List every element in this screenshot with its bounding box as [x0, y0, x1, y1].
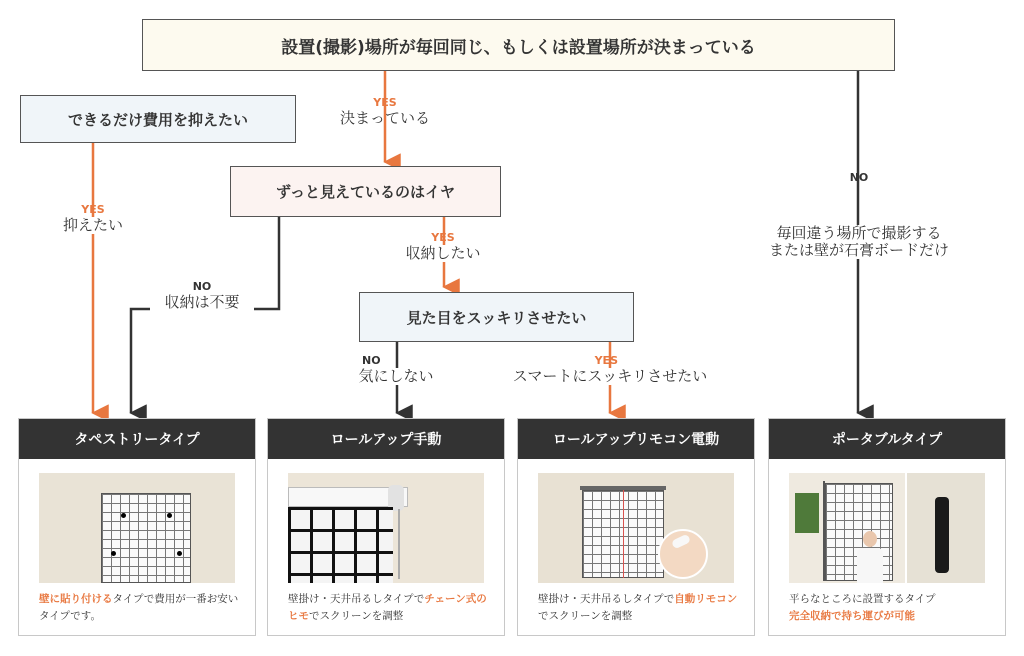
label-visible-no [150, 281, 254, 311]
card-description [39, 591, 243, 626]
center-line [623, 490, 624, 578]
person-body [857, 548, 883, 583]
card-title: ポータブルタイプ [769, 419, 1005, 459]
visible-question-text: ずっと見えているのはイヤ [275, 183, 456, 201]
card-title: タペストリータイプ [19, 419, 255, 459]
desc-emphasis: チェーン式のヒモ [288, 593, 487, 623]
budget-question-text: できるだけ費用を抑えたい [67, 110, 248, 129]
label-text-line1: 毎回違う場所で撮影する [762, 225, 956, 242]
yes-key: YES [373, 96, 397, 109]
plant-wall [795, 493, 819, 533]
label-text: 収納したい [391, 245, 495, 262]
label-text: 決まっている [339, 108, 430, 127]
rollup-manual-photo [288, 473, 484, 583]
label-fixed-yes [328, 97, 442, 127]
label-text-line2: または壁が石膏ボードだけ [762, 242, 956, 259]
budget-question-box [20, 95, 296, 143]
visible-question-box [230, 166, 501, 217]
label-text: 気にしない [346, 368, 446, 385]
card-description [789, 591, 993, 626]
desc-text: でスクリーンを調整 [538, 610, 633, 623]
yes-key: YES [81, 203, 105, 216]
marker-dot [177, 551, 182, 556]
grid-chart [288, 507, 393, 583]
desc-emphasis: 完全収納で持ち運びが可能 [789, 610, 915, 623]
carry-bag-icon [935, 497, 949, 573]
label-text: スマートにスッキリさせたい [484, 368, 736, 385]
no-key: NO [192, 280, 212, 293]
label-text: 収納は不要 [150, 294, 254, 311]
marker-dot [167, 513, 172, 518]
card-title: ロールアップリモコン電動 [518, 419, 754, 459]
no-key: NO [362, 354, 381, 367]
card-description [288, 591, 492, 626]
rollup-remote-photo [538, 473, 734, 583]
card-rollup-remote [517, 418, 755, 636]
yes-key: YES [594, 354, 618, 367]
desc-emphasis: 壁に貼り付ける [39, 593, 113, 605]
label-clean-yes [484, 355, 736, 385]
desc-text: でスクリーンを調整 [309, 610, 404, 623]
card-tapestry [18, 418, 256, 636]
desc-text-pre: 壁掛け・天井吊るしタイプで [288, 593, 425, 605]
label-text: 抑えたい [48, 217, 138, 234]
desc-text-pre: 壁掛け・天井吊るしタイプで [538, 593, 675, 605]
top-question-box [142, 19, 895, 71]
top-question-text: 設置(撮影)場所が毎回同じ、もしくは設置場所が決まっている [281, 37, 756, 58]
person-head [863, 531, 877, 547]
desc-emphasis: 自動リモコン [674, 593, 738, 605]
tapestry-photo [39, 473, 235, 583]
card-portable [768, 418, 1006, 636]
yes-key: YES [431, 231, 455, 244]
no-key: NO [849, 171, 869, 184]
desc-text-pre: 平らなところに設置するタイプ [789, 593, 936, 605]
arrow-visible-no [131, 217, 279, 413]
desc-text: タイプで費用が一番お安いタイプです。 [39, 593, 239, 623]
card-description [538, 591, 742, 626]
pull-chain [398, 509, 400, 579]
label-budget-yes [48, 204, 138, 234]
label-visible-yes [391, 232, 495, 262]
portable-photo [789, 473, 985, 583]
marker-dot [111, 551, 116, 556]
label-top-no [762, 172, 956, 259]
clean-question-text: 見た目をスッキリさせたい [406, 308, 587, 327]
card-rollup-manual [267, 418, 505, 636]
label-clean-no [346, 355, 446, 385]
card-title: ロールアップ手動 [268, 419, 504, 459]
grid-chart [101, 493, 191, 583]
marker-dot [121, 513, 126, 518]
clean-question-box [359, 292, 634, 342]
